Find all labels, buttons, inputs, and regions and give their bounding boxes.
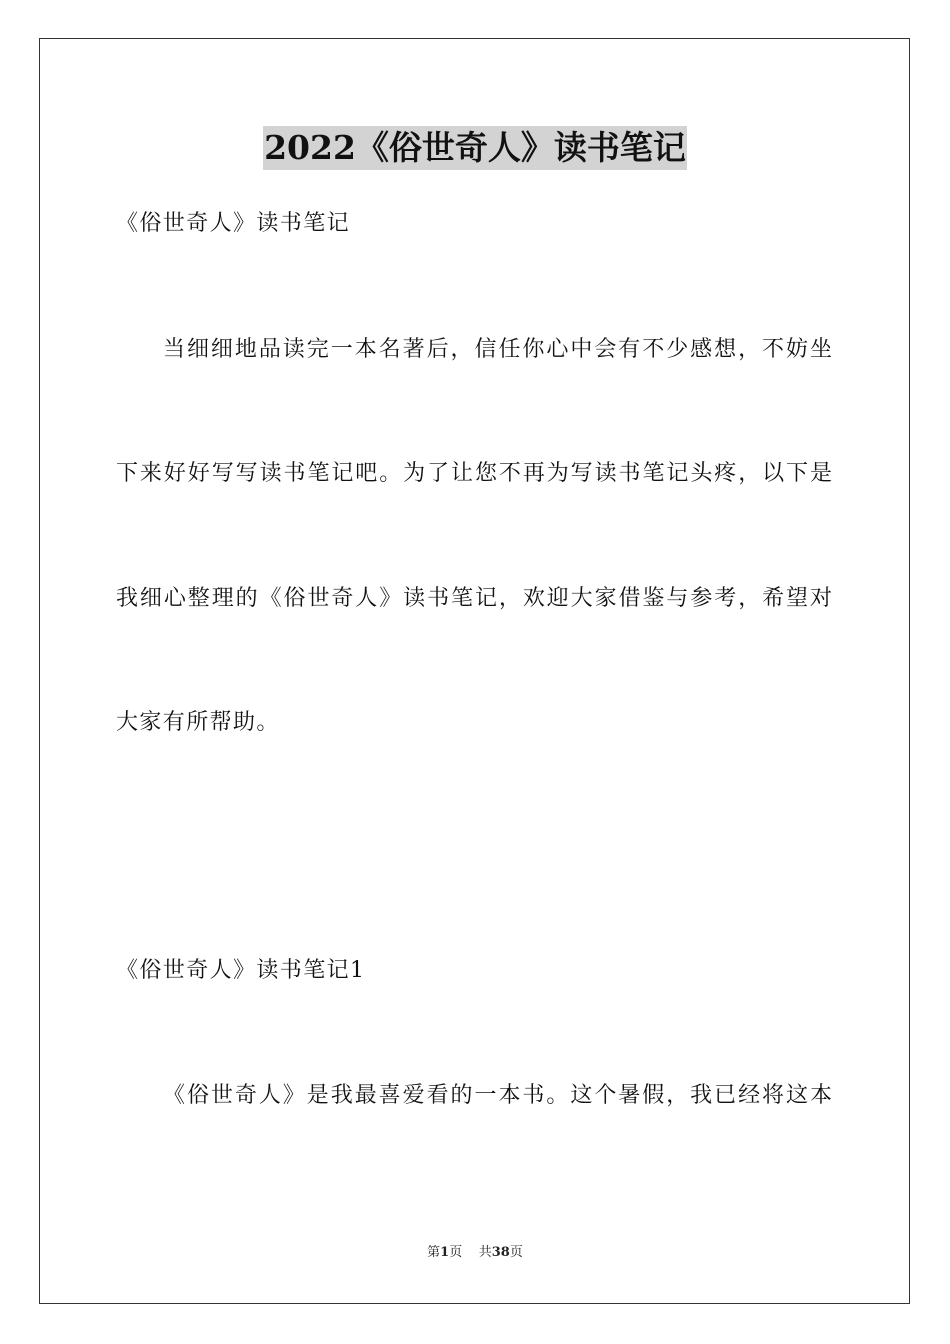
total-prefix: 共 xyxy=(478,1245,492,1260)
subtitle: 《俗世奇人》读书笔记 xyxy=(116,211,351,236)
intro-line-2: 下来好好写写读书笔记吧。为了让您不再为写读书笔记头疼，以下是 xyxy=(116,461,832,486)
intro-line-3: 我细心整理的《俗世奇人》读书笔记，欢迎大家借鉴与参考，希望对 xyxy=(116,586,832,611)
intro-line-4: 大家有所帮助。 xyxy=(116,710,280,735)
total-suffix: 页 xyxy=(509,1245,523,1260)
document-title: 2022《俗世奇人》读书笔记 xyxy=(263,126,687,170)
section-line-1: 《俗世奇人》是我最喜爱看的一本书。这个暑假，我已经将这本 xyxy=(163,1083,832,1108)
section-heading: 《俗世奇人》读书笔记1 xyxy=(116,958,366,983)
page-number: 1 xyxy=(440,1245,450,1260)
page-suffix: 页 xyxy=(449,1245,463,1260)
page-prefix: 第 xyxy=(427,1245,441,1260)
intro-line-1: 当细细地品读完一本名著后，信任你心中会有不少感想，不妨坐 xyxy=(163,337,832,362)
page-footer xyxy=(0,1244,950,1262)
total-pages: 38 xyxy=(491,1245,510,1260)
title-container xyxy=(0,126,950,170)
